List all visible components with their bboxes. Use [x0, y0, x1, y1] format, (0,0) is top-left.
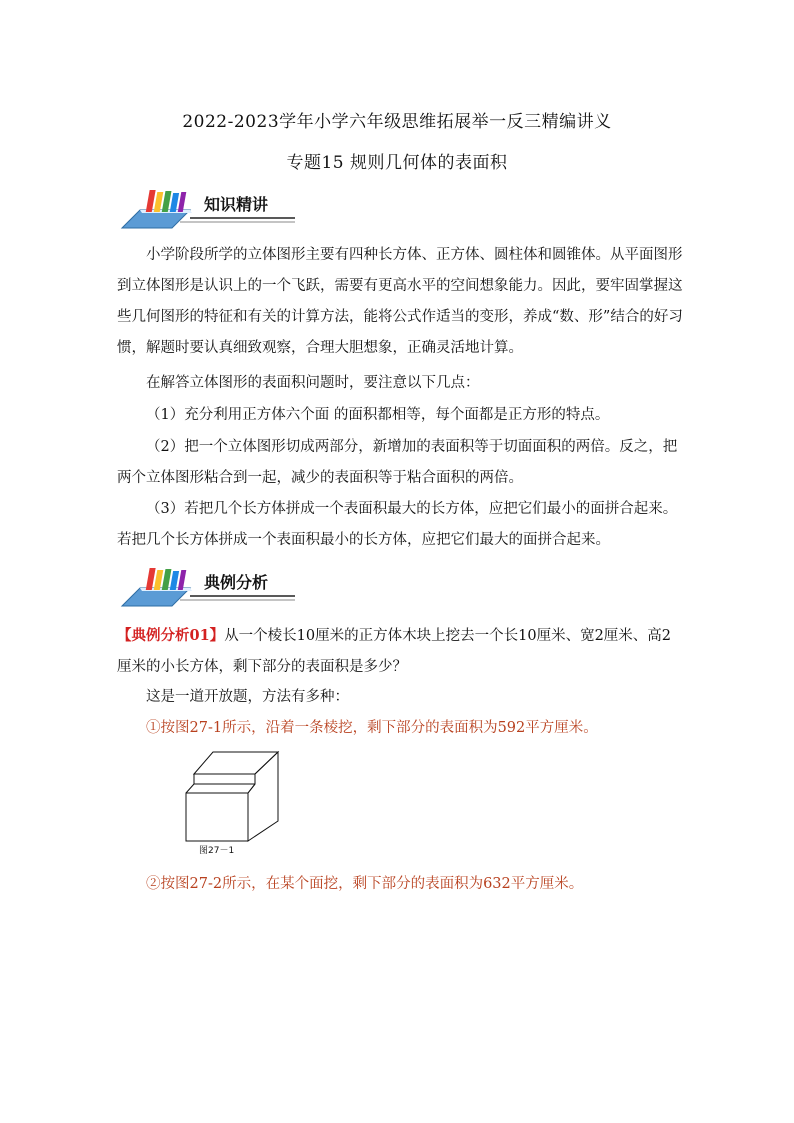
document-title: 2022-2023学年小学六年级思维拓展举一反三精编讲义 — [182, 112, 612, 132]
example-text: 从一个棱长10厘米的正方体木块上挖去一个长10厘米、宽2厘米、高2厘米的小长方体，剩下部分的表面积是多少？ — [117, 628, 672, 675]
figure-caption: 图27－1 — [199, 846, 235, 856]
section-label: 知识精讲 — [204, 195, 269, 214]
point-2: （2）把一个立体图形切成两部分，新增加的表面积等于切面面积的两倍。反之，把两个立体图形粘合到一起，减少的表面积等于粘合面积的两倍。 — [117, 439, 678, 486]
method-2: ②按图27-2所示，在某个面挖，剩下部分的表面积为632平方厘米。 — [146, 876, 584, 892]
example-note: 这是一道开放题，方法有多种： — [146, 689, 349, 705]
figure-27-1-cube-diagram — [183, 748, 283, 844]
section-label: 典例分析 — [204, 573, 269, 592]
section-header-examples — [120, 566, 300, 608]
point-3: （3）若把几个长方体拼成一个表面积最大的长方体，应把它们最小的面拼合起来。若把几个长方体拼成一个表面积最小的长方体，应把它们最大的面拼合起来。 — [117, 501, 678, 548]
point-1: （1）充分利用正方体六个面 的面积都相等，每个面都是正方形的特点。 — [146, 407, 610, 423]
section-header-knowledge — [120, 188, 300, 230]
intro-paragraph: 小学阶段所学的立体图形主要有四种长方体、正方体、圆柱体和圆锥体。从平面图形到立体图形是认识上的一个飞跃，需要有更高水平的空间想象能力。因此，要牢固掌握这些几何图形的特征和有关的计算方法，能将公式作适当的变形，养成“数、形”结合的好习惯，解题时要认真细致观察，合理大胆想象，正确灵活地计算。 — [117, 247, 683, 356]
example-label: 【典例分析01】 — [117, 627, 225, 644]
lead-paragraph: 在解答立体图形的表面积问题时，要注意以下几点： — [146, 375, 480, 391]
topic-title: 专题15 规则几何体的表面积 — [286, 153, 508, 173]
example-question — [117, 620, 683, 683]
method-1: ①按图27-1所示，沿着一条棱挖，剩下部分的表面积为592平方厘米。 — [146, 720, 598, 736]
